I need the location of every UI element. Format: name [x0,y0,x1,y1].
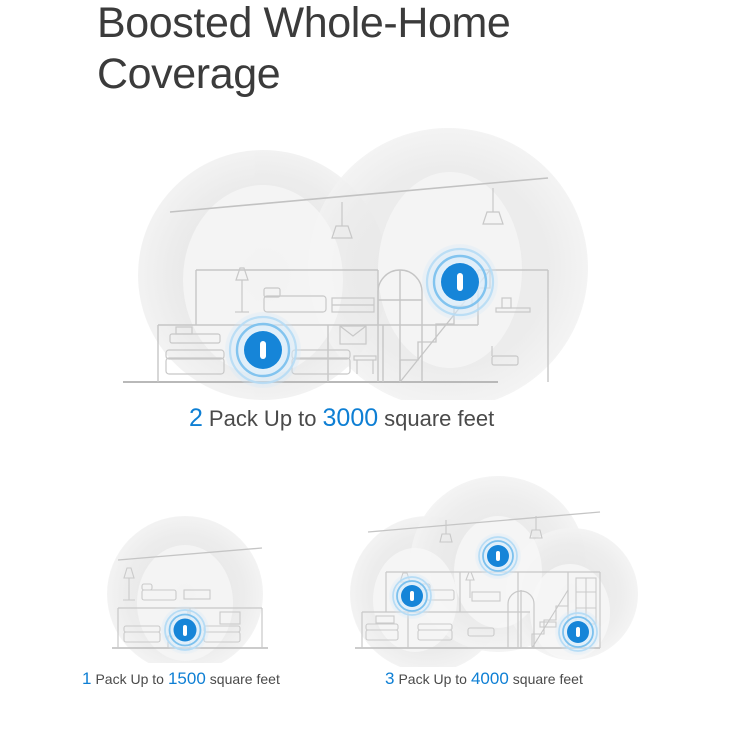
one-pack-pack-label: Pack Up to [95,671,164,687]
page-title-line-1: Boosted Whole-Home [97,0,511,47]
mesh-node [161,606,209,654]
two-pack-illustration [78,120,618,400]
mesh-node-right [422,244,498,320]
one-pack-unit: square feet [209,671,280,687]
mesh-node-right [555,609,601,655]
three-pack-unit: square feet [512,671,583,687]
one-pack-area: 1500 [167,669,206,688]
three-pack-pack-label: Pack Up to [398,671,467,687]
one-pack-caption [82,669,280,689]
three-pack-illustration [300,472,640,667]
two-pack-unit: square feet [384,406,495,431]
two-pack-count: 2 [189,404,203,432]
mesh-node-left [225,312,301,388]
one-pack-illustration [72,498,302,663]
two-pack-pack-label: Pack Up to [208,406,317,431]
mesh-node-left [389,573,435,619]
three-pack-area: 4000 [470,669,509,688]
one-pack-count: 1 [82,669,92,688]
page-title-line-2: Coverage [97,49,281,98]
page-title [97,0,657,99]
two-pack-caption [189,404,494,433]
two-pack-area: 3000 [322,404,379,432]
three-pack-count: 3 [385,669,395,688]
three-pack-caption [385,669,583,689]
mesh-node-top [475,533,521,579]
